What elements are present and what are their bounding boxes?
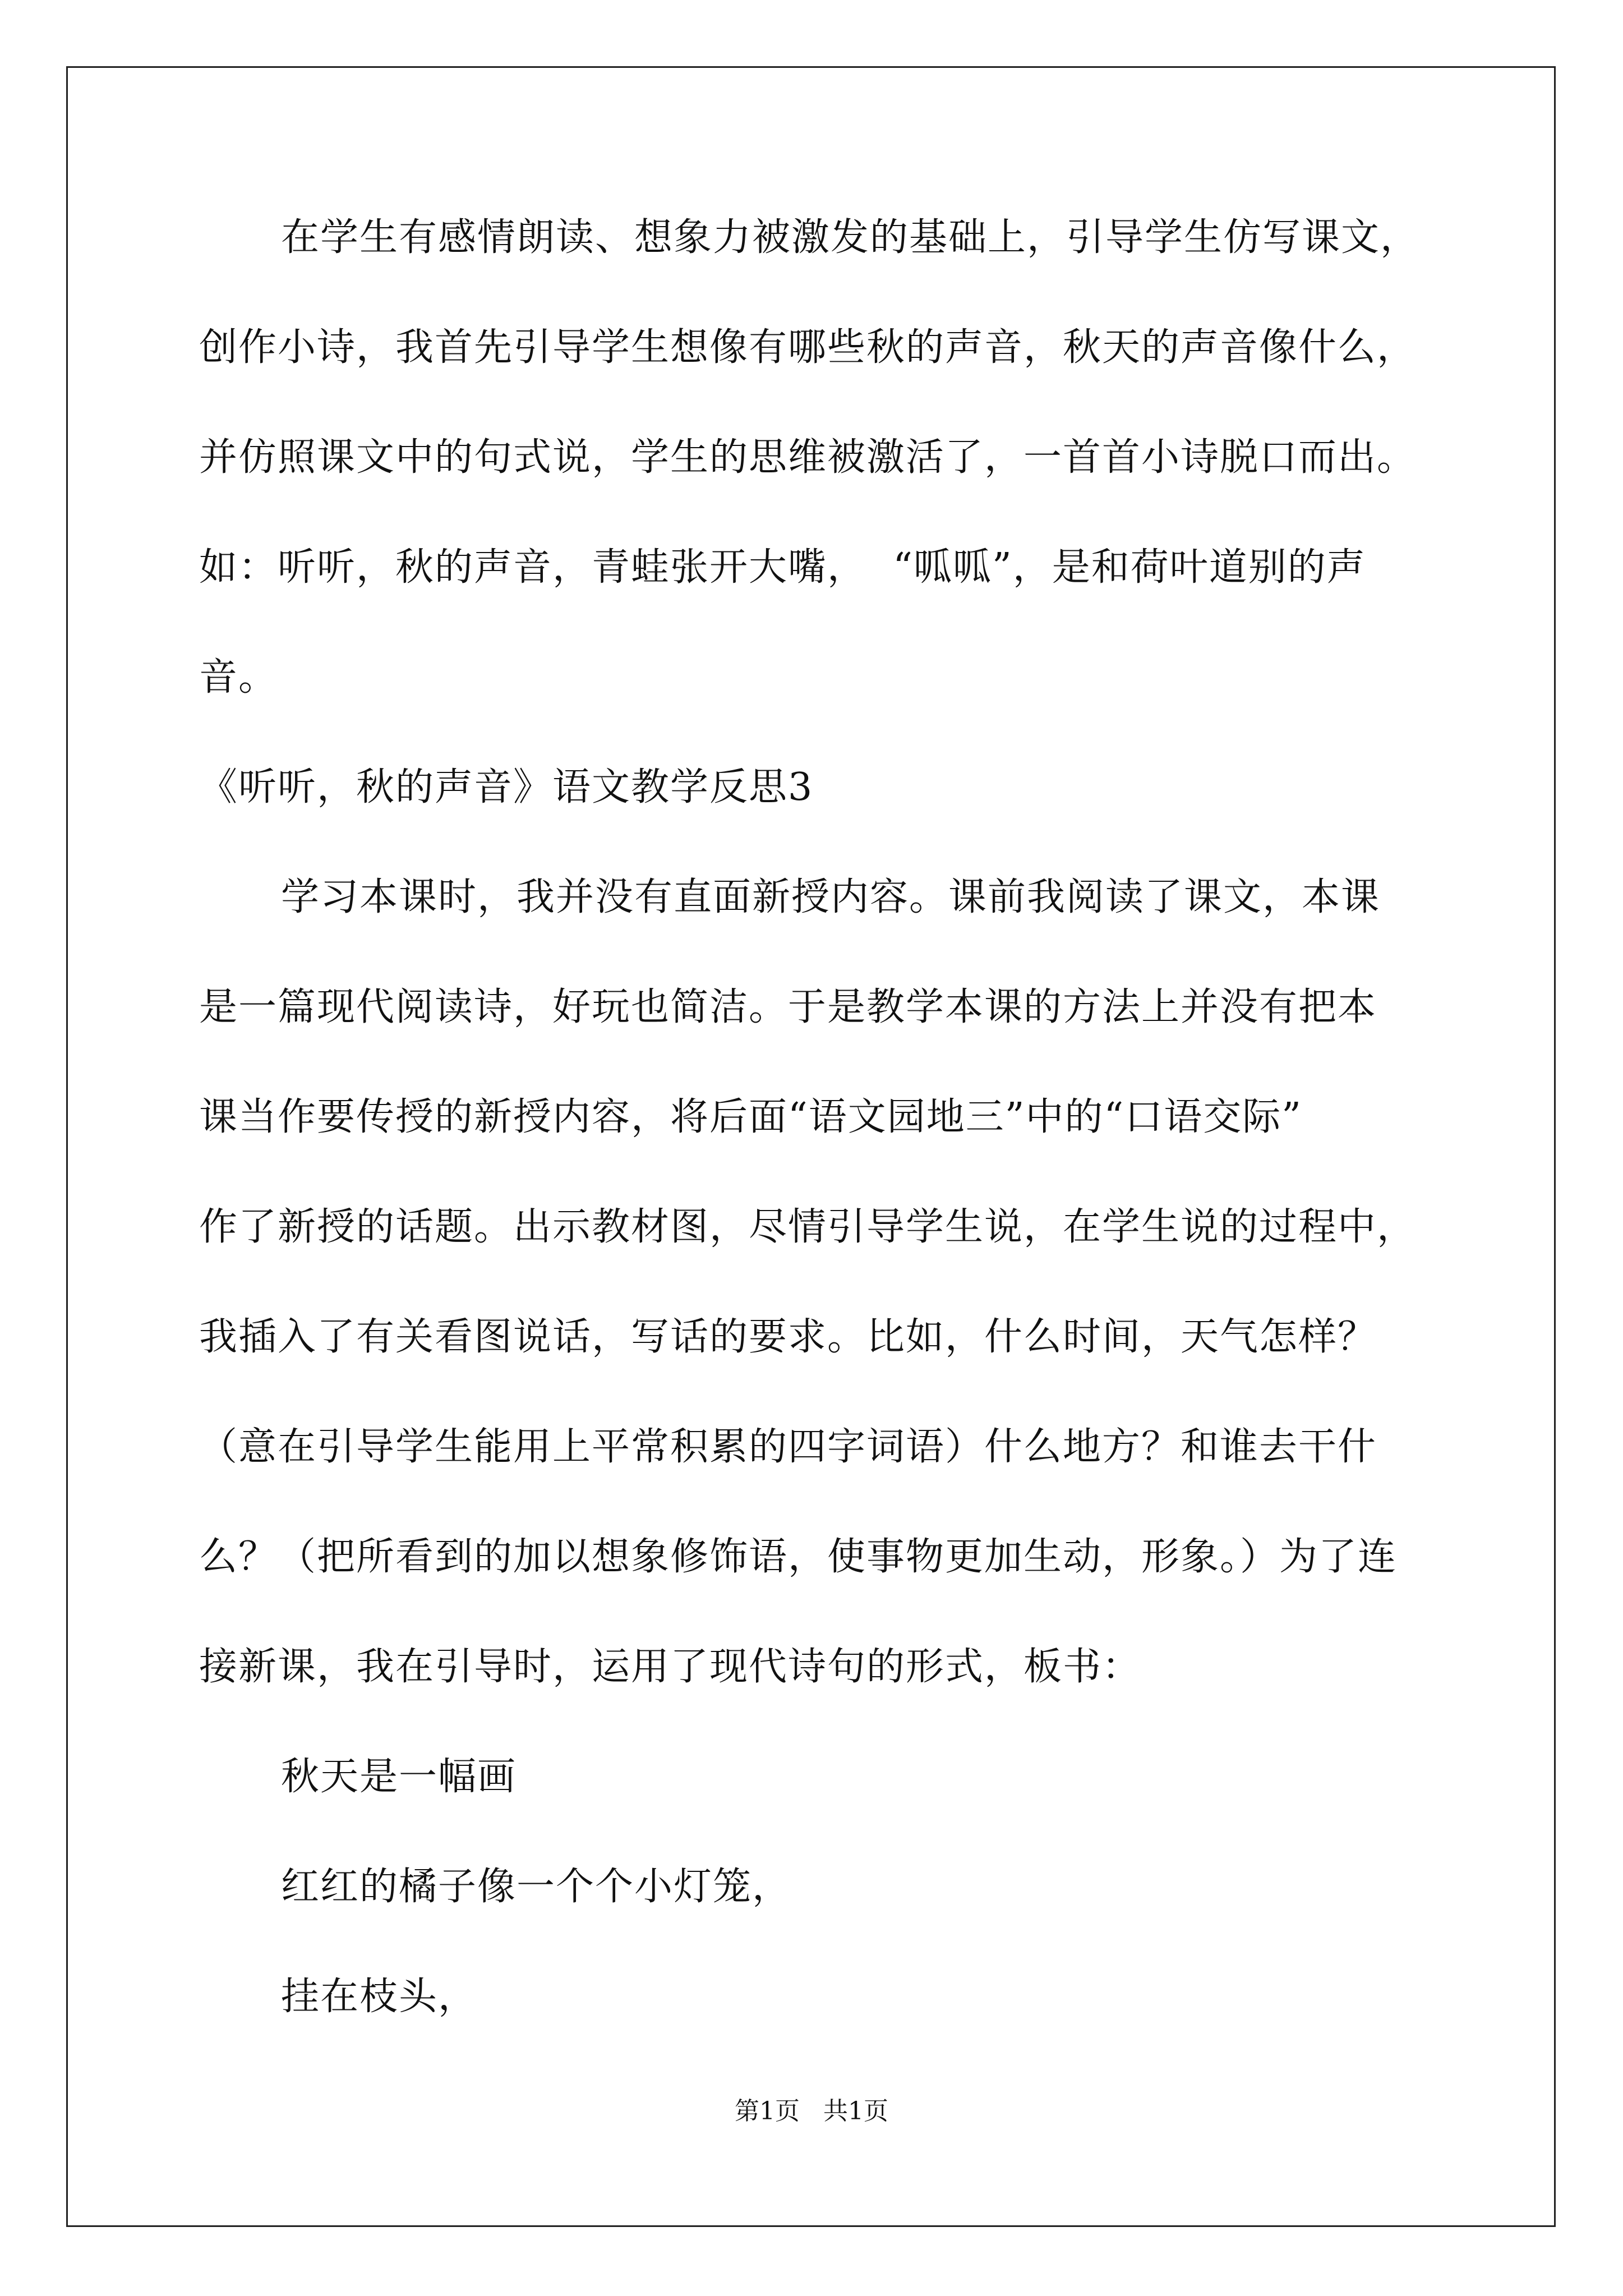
poem-line: 挂在枝头，	[281, 1975, 478, 2019]
text-line: 并仿照课文中的句式说，学生的思维被激活了，一首首小诗脱口而出。	[199, 435, 1417, 480]
text-line: 学习本课时，我并没有直面新授内容。课前我阅读了课文，本课	[281, 875, 1381, 919]
text-line: 如：听听，秋的声音，青蛙张开大嘴， “呱呱”，是和荷叶道别的声	[199, 545, 1366, 590]
poem-line: 秋天是一幅画	[281, 1755, 517, 1799]
text-line: 课当作要传授的新授内容，将后面“语文园地三”中的“口语交际”	[199, 1095, 1303, 1139]
text-line: 作了新授的话题。出示教材图，尽情引导学生说，在学生说的过程中，	[199, 1205, 1417, 1249]
text-line: 我插入了有关看图说话，写话的要求。比如，什么时间，天气怎样？	[199, 1315, 1377, 1359]
text-line: 在学生有感情朗读、想象力被激发的基础上，引导学生仿写课文，	[281, 215, 1420, 260]
text-line: 接新课，我在引导时，运用了现代诗句的形式，板书：	[199, 1645, 1142, 1689]
text-line: （意在引导学生能用上平常积累的四字词语）什么地方？和谁去干什	[199, 1425, 1377, 1469]
text-line: 么？（把所看到的加以想象修饰语，使事物更加生动，形象。）为了连	[199, 1535, 1398, 1579]
section-heading: 《听听，秋的声音》语文教学反思3	[199, 765, 814, 809]
page-total: 共1页	[823, 2097, 888, 2125]
document-body	[199, 215, 1472, 2088]
poem-line: 红红的橘子像一个个小灯笼，	[281, 1865, 792, 1909]
text-line: 创作小诗，我首先引导学生想像有哪些秋的声音，秋天的声音像什么，	[199, 325, 1417, 370]
text-line: 是一篇现代阅读诗，好玩也简洁。于是教学本课的方法上并没有把本	[199, 985, 1377, 1029]
text-line: 音。	[199, 655, 278, 700]
page-number: 第1页	[735, 2097, 800, 2125]
page-footer	[0, 2099, 1623, 2124]
